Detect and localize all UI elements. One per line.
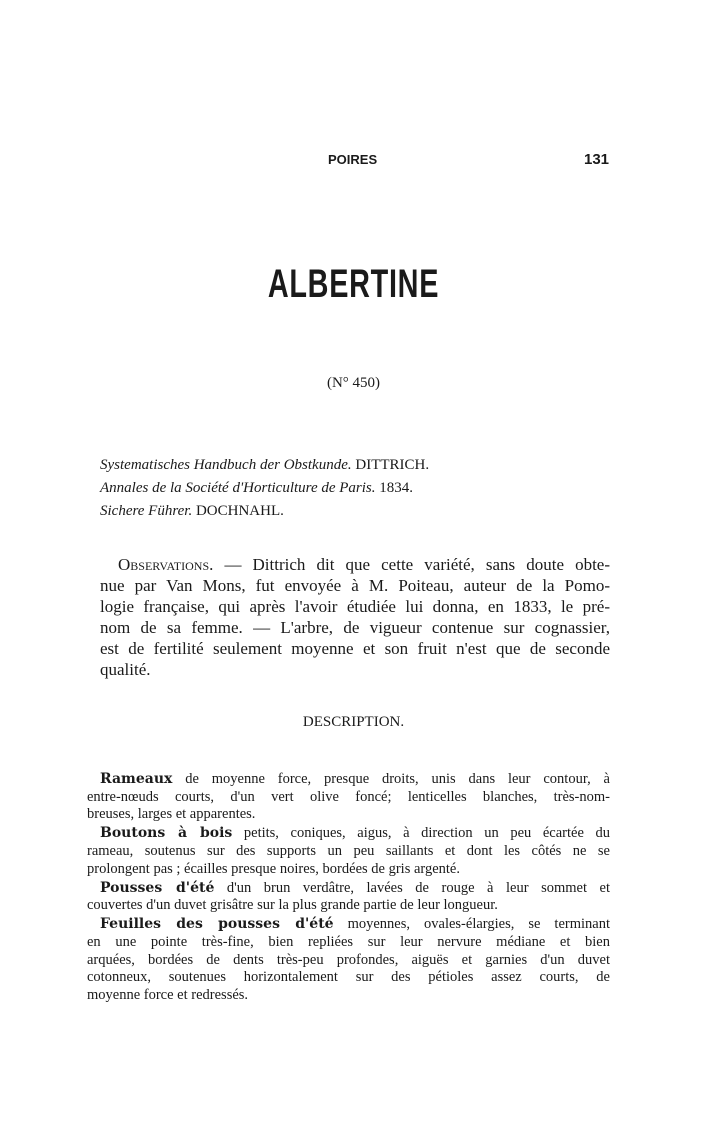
description-line: entre-nœuds courts, d'un vert olive foncé; lenticelles blanches, très-nom- [87,788,610,805]
description-line [100,880,610,897]
variety-number: (N° 450) [326,375,381,391]
observations-line: nue par Van Mons, fut envoyée à M. Poiteau, auteur de la Pomo- [100,576,610,595]
observations-line: qualité. [100,660,151,679]
description-line: breuses, larges et apparentes. [87,806,256,823]
reference-title: Systematisches Handbuch der Obstkunde. [100,457,352,473]
line-text: d'un brun verdâtre, lavées de rouge à leur sommet et [214,879,610,896]
reference-3 [100,503,284,520]
description-term: Feuilles des pousses d'été [100,916,334,933]
running-title: POIRES [328,152,378,167]
description-line [100,825,610,842]
description-line: moyenne force et redressés. [87,986,249,1003]
page-title: ALBERTINE [267,262,440,306]
observations-line: logie française, qui après l'avoir étudiée lui donna, en 1833, le pré- [100,597,610,616]
description-line: rameau, soutenus sur des supports un peu saillants et dont les côtés ne se [87,842,610,859]
reference-author: DITTRICH. [355,457,430,473]
description-term: Pousses d'été [100,879,215,896]
reference-1 [100,457,429,474]
description-term: Boutons à bois [100,825,233,842]
observations-line: est de fertilité seulement moyenne et son fruit n'est que de seconde [100,639,610,658]
reference-title: Annales de la Société d'Horticulture de Paris. [100,480,376,496]
line-text: moyennes, ovales-élargies, se terminant [333,916,610,933]
description-term: Rameaux [100,771,173,787]
description-heading: DESCRIPTION. [302,714,405,730]
observations-line: nom de sa femme. — L'arbre, de vigueur contenue sur cognassier, [100,618,610,637]
description-line: cotonneux, soutenues horizontalement sur des pétioles assez courts, de [87,969,610,986]
description-line: arquées, bordées de dents très-peu profondes, aiguës et garnies d'un duvet [87,951,610,968]
line-text: de moyenne force, presque droits, unis dans leur contour, à [172,771,610,787]
description-line: prolongent pas ; écailles presque noires, bordées de gris argenté. [87,860,460,877]
description-line: couvertes d'un duvet grisâtre sur la plus grande partie de leur longueur. [87,897,498,914]
reference-author: DOCHNAHL. [195,503,284,519]
observations-line [118,555,610,575]
reference-title: Sichere Führer. [100,503,193,519]
line-text: — Dittrich dit que cette variété, sans doute obte- [213,555,610,574]
description-line [100,916,610,933]
reference-author: 1834. [379,480,414,496]
observations-label: Observations. [118,555,214,574]
description-line [100,771,610,788]
description-line: en une pointe très-fine, bien repliées sur leur nervure médiane et bien [87,933,610,950]
line-text: petits, coniques, aigus, à direction un peu écartée du [232,825,610,842]
reference-2 [100,480,413,497]
page-number: 131 [584,151,610,168]
